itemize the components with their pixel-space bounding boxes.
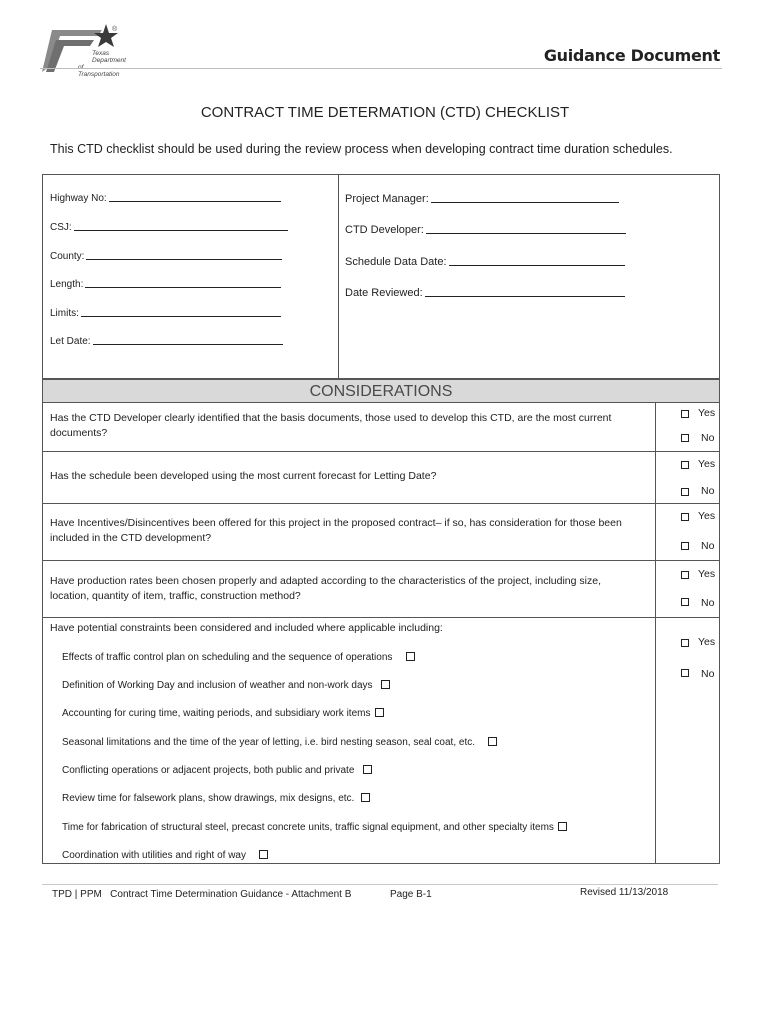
schedule-data-date-label: Schedule Data Date: — [345, 256, 447, 268]
answer-column-divider — [655, 403, 656, 864]
let-date-label: Let Date: — [50, 336, 91, 347]
constraint-checkbox[interactable] — [381, 680, 390, 689]
logo-line-1: Texas — [92, 50, 110, 57]
constraint-item-label: Coordination with utilities and right of way — [62, 850, 246, 861]
schedule-data-date-field[interactable] — [345, 256, 625, 268]
question-2-text: Has the schedule been developed using the most current forecast for Letting Date? — [50, 470, 437, 482]
footer-document-title: TPD | PPM Contract Time Determination Guidance - Attachment B — [52, 889, 352, 900]
constraint-item — [62, 680, 390, 691]
q1-no-label: No — [701, 432, 715, 444]
logo-line-3: Transportation — [78, 71, 120, 78]
constraint-item-label: Accounting for curing time, waiting periods, and subsidiary work items — [62, 708, 371, 719]
ctd-developer-field[interactable] — [345, 224, 626, 236]
q3-no-checkbox[interactable] — [681, 542, 689, 550]
highway-no-label: Highway No: — [50, 193, 107, 204]
q2-no-label: No — [701, 485, 715, 497]
guidance-document-label: Guidance Document — [543, 46, 720, 65]
intro-text: This CTD checklist should be used during the review process when developing contract time duration schedules. — [50, 142, 673, 156]
q4-yes-label: Yes — [698, 568, 716, 580]
info-divider — [338, 174, 339, 379]
constraint-item — [62, 793, 370, 804]
registered-mark: ® — [112, 26, 118, 33]
q1-no-checkbox[interactable] — [681, 434, 689, 442]
csj-field[interactable] — [50, 222, 288, 233]
constraint-item — [62, 765, 372, 776]
q3-yes-label: Yes — [698, 510, 716, 522]
limits-field[interactable] — [50, 308, 281, 319]
q4-no-label: No — [701, 597, 715, 609]
project-manager-label: Project Manager: — [345, 193, 429, 205]
constraint-item-label: Definition of Working Day and inclusion of weather and non-work days — [62, 680, 373, 691]
question-3-text: Have Incentives/Disincentives been offered for this project in the proposed contract– if so, has consideration for those been included in the CTD development? — [50, 517, 622, 544]
question-5-text: Have potential constraints been considered and included where applicable including: — [50, 622, 443, 634]
constraint-checkbox[interactable] — [361, 793, 370, 802]
constraint-checkbox[interactable] — [259, 850, 268, 859]
county-label: County: — [50, 251, 85, 262]
q2-yes-checkbox[interactable] — [681, 461, 689, 469]
q5-no-label: No — [701, 668, 715, 680]
question-4-text: Have production rates been chosen properly and adapted according to the characteristics of the project, including size, location, quantity of item, traffic, construction method? — [50, 575, 601, 602]
footer-rule — [42, 884, 718, 885]
csj-label: CSJ: — [50, 222, 72, 233]
constraint-item-label: Review time for falsework plans, show drawings, mix designs, etc. — [62, 793, 355, 804]
q5-no-checkbox[interactable] — [681, 669, 689, 677]
constraint-checkbox[interactable] — [406, 652, 415, 661]
q1-yes-label: Yes — [698, 407, 716, 419]
constraint-item-label: Seasonal limitations and the time of the year of letting, i.e. bird nesting season, seal coat, etc. — [62, 737, 476, 748]
footer-revised-date: Revised 11/13/2018 — [580, 887, 669, 898]
q4-no-checkbox[interactable] — [681, 598, 689, 606]
constraint-item-label: Conflicting operations or adjacent projects, both public and private — [62, 765, 355, 776]
constraint-item — [62, 850, 268, 861]
constraint-item-label: Time for fabrication of structural steel, precast concrete units, traffic signal equipment, and other specialty items — [62, 822, 554, 833]
q3-no-label: No — [701, 540, 715, 552]
constraint-item — [62, 708, 384, 719]
constraint-item-label: Effects of traffic control plan on scheduling and the sequence of operations — [62, 652, 393, 663]
logo-line-2: Department — [92, 57, 126, 64]
length-label: Length: — [50, 279, 84, 290]
ctd-developer-label: CTD Developer: — [345, 224, 424, 236]
length-field[interactable] — [50, 279, 281, 290]
considerations-heading: CONSIDERATIONS — [42, 379, 720, 403]
question-1-text: Has the CTD Developer clearly identified that the basis documents, those used to develop this CTD, are the most current documents? — [50, 412, 612, 439]
let-date-field[interactable] — [50, 336, 283, 347]
constraint-item — [62, 737, 497, 748]
constraint-checkbox[interactable] — [558, 822, 567, 831]
q1-yes-checkbox[interactable] — [681, 410, 689, 418]
constraint-item — [62, 652, 415, 663]
highway-no-field[interactable] — [50, 193, 281, 204]
header-rule — [40, 68, 722, 69]
q3-yes-checkbox[interactable] — [681, 513, 689, 521]
footer-page-number: Page B-1 — [390, 889, 432, 900]
q5-yes-label: Yes — [698, 636, 716, 648]
q2-no-checkbox[interactable] — [681, 488, 689, 496]
q4-yes-checkbox[interactable] — [681, 571, 689, 579]
constraint-checkbox[interactable] — [363, 765, 372, 774]
project-manager-field[interactable] — [345, 193, 619, 205]
q5-yes-checkbox[interactable] — [681, 639, 689, 647]
page-title: CONTRACT TIME DETERMATION (CTD) CHECKLIST — [200, 104, 570, 121]
limits-label: Limits: — [50, 308, 79, 319]
date-reviewed-field[interactable] — [345, 287, 625, 299]
date-reviewed-label: Date Reviewed: — [345, 287, 423, 299]
constraint-checkbox[interactable] — [375, 708, 384, 717]
county-field[interactable] — [50, 251, 282, 262]
constraint-checkbox[interactable] — [488, 737, 497, 746]
constraint-item — [62, 822, 567, 833]
q2-yes-label: Yes — [698, 458, 716, 470]
